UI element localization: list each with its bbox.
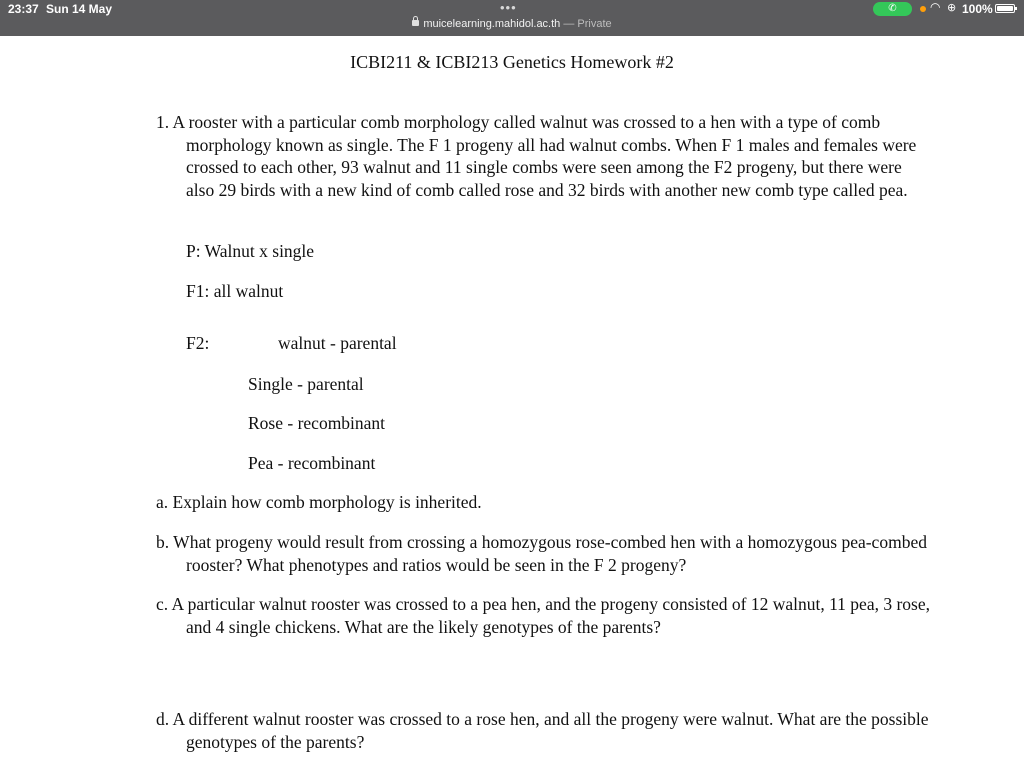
lock-icon [412, 20, 419, 26]
f2-label: F2: [186, 333, 210, 353]
f2-item-walnut: walnut - parental [278, 333, 397, 353]
more-options-icon[interactable]: ••• [500, 0, 517, 15]
parental-cross-line: P: Walnut x single [186, 241, 315, 261]
f2-item-single: Single - parental [248, 374, 364, 394]
url-text: muicelearning.mahidol.ac.th [423, 18, 561, 30]
wifi-icon: ◠ [930, 0, 941, 14]
part-a-text: a. Explain how comb morphology is inherited. [156, 492, 482, 512]
battery-icon [995, 4, 1015, 13]
phone-call-icon[interactable]: ✆ [873, 2, 912, 16]
status-date: Sun 14 May [46, 2, 113, 16]
url-separator: — [560, 18, 578, 30]
part-d-text: d. A different walnut rooster was crossed to a rose hen, and all the progeny were walnut. What are the possible genotypes of the parents? [156, 709, 929, 752]
f2-item-rose: Rose - recombinant [248, 413, 386, 433]
part-c-text: c. A particular walnut rooster was crossed to a pea hen, and the progeny consisted of 12 walnut, 11 pea, 3 rose, and 4 single chickens. What are the likely genotypes of the parents? [156, 594, 930, 637]
f2-item-pea: Pea - recombinant [248, 453, 376, 473]
document-title: ICBI211 & ICBI213 Genetics Homework #2 [350, 52, 674, 72]
mic-indicator-icon [920, 6, 926, 12]
orientation-lock-icon: ⊕ [947, 2, 957, 14]
battery-percent: 100% [962, 2, 993, 16]
private-label: Private [577, 18, 612, 30]
f1-line: F1: all walnut [186, 281, 284, 301]
status-time: 23:37 [8, 2, 39, 16]
browser-chrome [0, 0, 1024, 36]
address-bar[interactable] [0, 18, 1024, 30]
question-1-text: 1. A rooster with a particular comb morphology called walnut was crossed to a hen with a type of comb morphology known as single. The F 1 progeny all had walnut combs. When F 1 males and females were crossed to each other, 93 walnut and 11 single combs were seen among the F2 progeny, but there were also 29 birds with a new kind of comb called rose and 32 birds with another new comb type called pea. [156, 112, 917, 200]
part-b-text: b. What progeny would result from crossing a homozygous rose-combed hen with a homozygous pea-combed rooster? What phenotypes and ratios would be seen in the F 2 progeny? [156, 532, 927, 575]
